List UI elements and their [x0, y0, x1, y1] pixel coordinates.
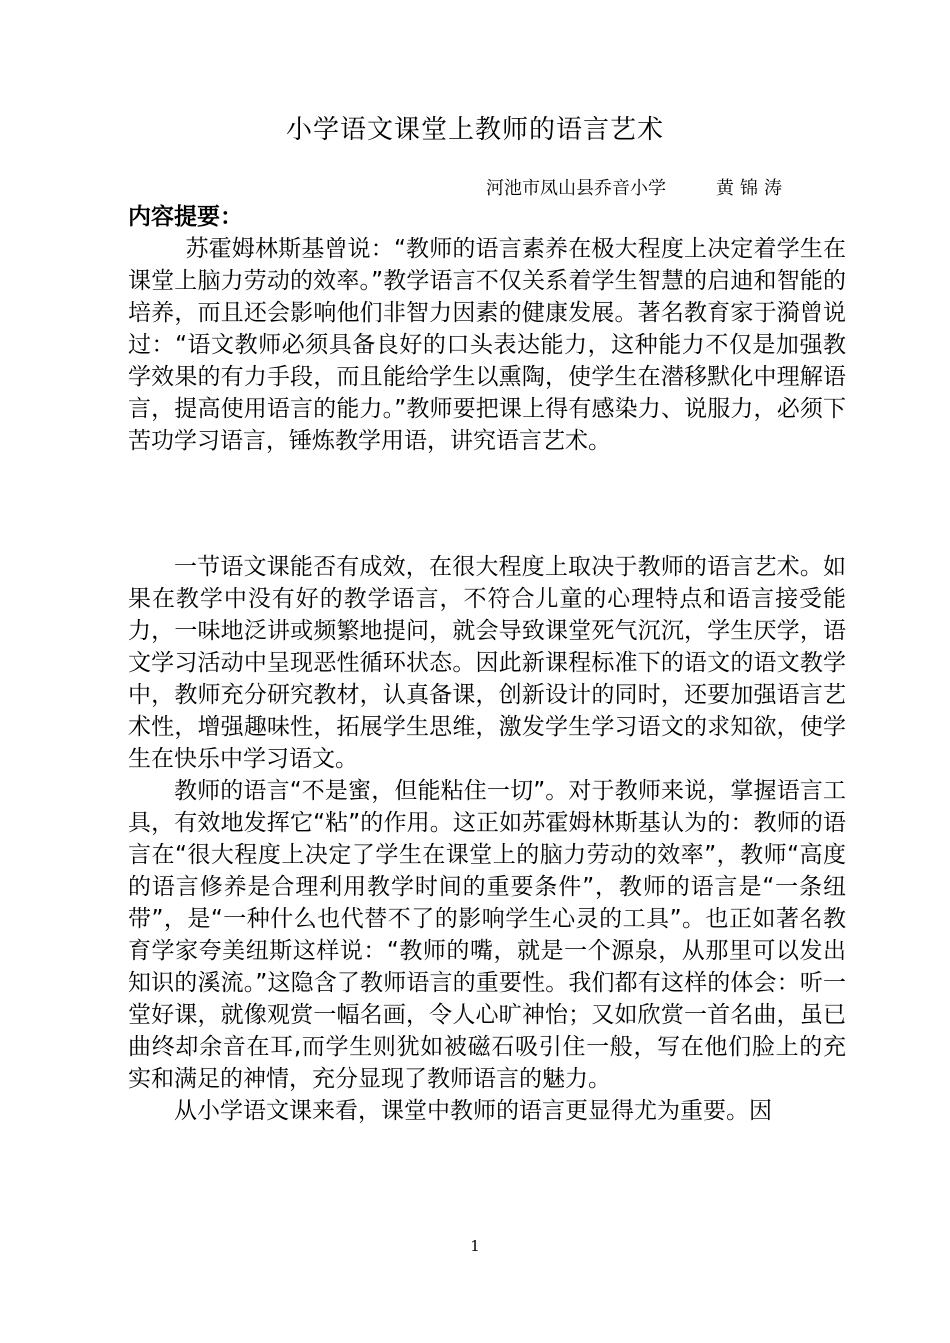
- document-title: 小学语文课堂上教师的语言艺术: [285, 115, 664, 145]
- abstract-section: [128, 233, 846, 457]
- author-name: 黄锦涛: [716, 178, 788, 199]
- page-number: 1: [470, 1237, 480, 1255]
- abstract-paragraph: 苏霍姆林斯基曾说：“教师的语言素养在极大程度上决定着学生在课堂上脑力劳动的效率。”教学语言不仅关系着学生智慧的启迪和智能的培养，而且还会影响他们非智力因素的健康发展。著名教育家于漪曾说过：“语文教师必须具备良好的口头表达能力，这种能力不仅是加强教学效果的有力手段，而且能给学生以熏陶，使学生在潜移默化中理解语言，提高使用语言的能力。”教师要把课上得有感染力、说服力，必须下苦功学习语言，锤炼教学用语，讲究语言艺术。: [128, 236, 846, 454]
- body-paragraph-2: 教师的语言“不是蜜，但能粘住一切”。对于教师来说，掌握语言工具，有效地发挥它“粘”的作用。这正如苏霍姆林斯基认为的：教师的语言在“很大程度上决定了学生在课堂上的脑力劳动的效率”，教师“高度的语言修养是合理利用教学时间的重要条件”，教师的语言是“一条纽带”，是“一种什么也代替不了的影响学生心灵的工具”。也正如著名教育学家夸美纽斯这样说：“教师的嘴，就是一个源泉，从那里可以发出知识的溪流。”这隐含了教师语言的重要性。我们都有这样的体会：听一堂好课，就像观赏一幅名画，令人心旷神怡；又如欣赏一首名曲，虽已曲终却余音在耳,而学生则犹如被磁石吸引住一般，写在他们脸上的充实和满足的神情，充分显现了教师语言的魅力。: [128, 778, 846, 1092]
- school-name: 河池市凤山县乔音小学: [486, 178, 666, 199]
- main-body: [128, 551, 846, 1127]
- body-paragraph-3: 从小学语文课来看，课堂中教师的语言更显得尤为重要。因: [174, 1098, 772, 1124]
- author-line: [486, 175, 886, 203]
- body-paragraph-1: 一节语文课能否有成效，在很大程度上取决于教师的语言艺术。如果在教学中没有好的教学语言，不符合儿童的心理特点和语言接受能力，一味地泛讲或频繁地提问，就会导致课堂死气沉沉，学生厌学，语文学习活动中呈现恶性循环状态。因此新课程标准下的语文的语文教学中，教师充分研究教材，认真备课，创新设计的同时，还要加强语言艺术性，增强趣味性，拓展学生思维，激发学生学习语文的求知欲，使学生在快乐中学习语文。: [128, 554, 846, 772]
- abstract-label: 内容提要：: [128, 204, 243, 230]
